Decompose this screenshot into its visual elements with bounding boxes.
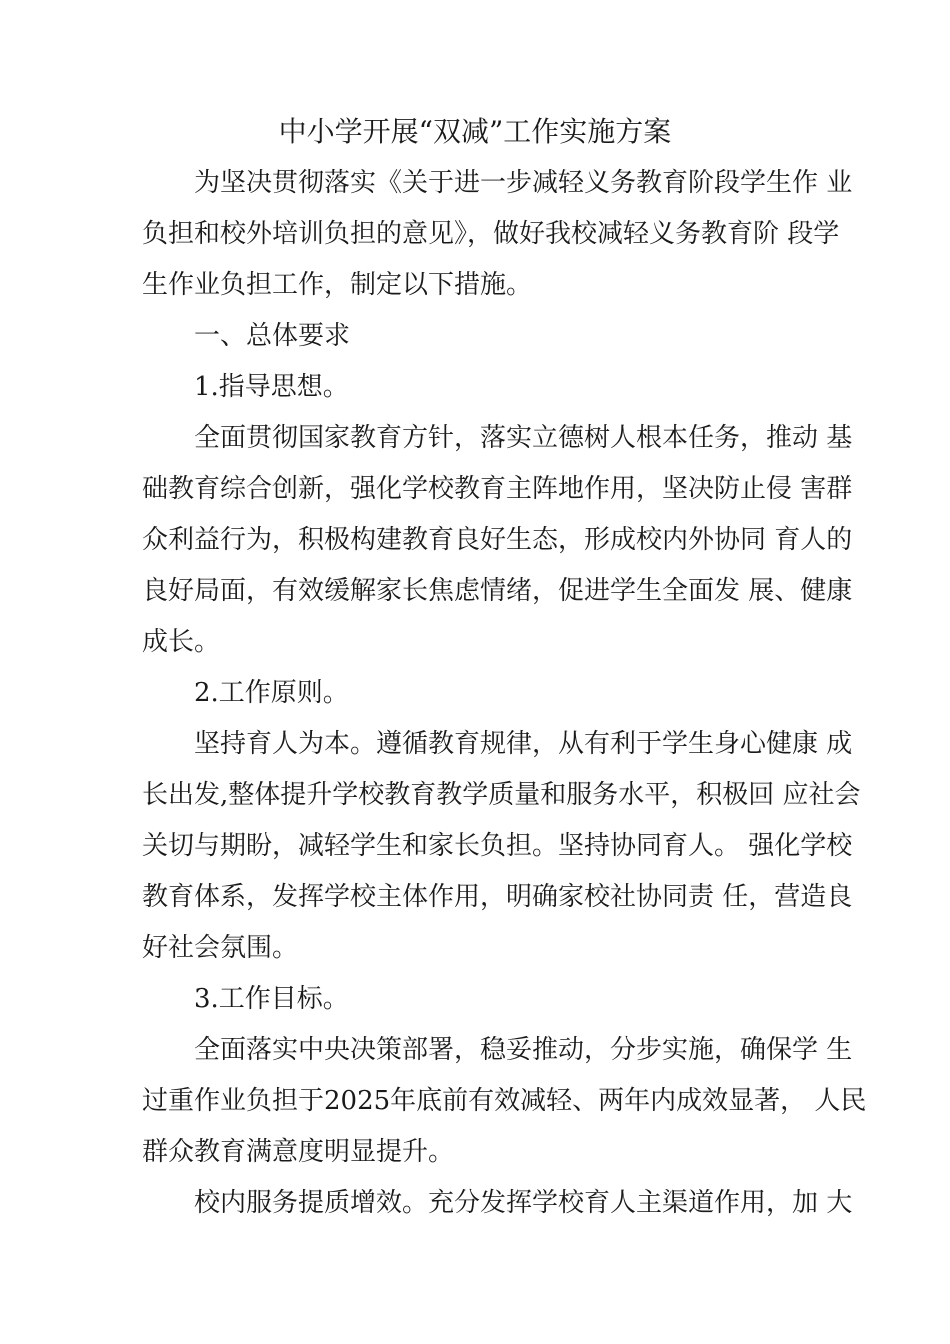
text-line: 础教育综合创新，强化学校教育主阵地作用，坚决防止侵 害群 [142,474,853,504]
text-line: 坚持育人为本。遵循教育规律，从有利于学生身心健康 成 [194,729,853,759]
text-line: 长出发,整体提升学校教育教学质量和服务水平，积极回 应社会 [142,780,861,810]
text-line: 众利益行为，积极构建教育良好生态，形成校内外协同 育人的 [142,525,853,555]
text-line: 全面落实中央决策部署，稳妥推动，分步实施，确保学 生 [194,1035,853,1065]
text-line: 为坚决贯彻落实《关于进一步减轻义务教育阶段学生作 业 [194,168,853,198]
document-title: 中小学开展“双减”工作实施方案 [278,115,672,148]
text-line: 关切与期盼，减轻学生和家长负担。坚持协同育人。 强化学校 [142,831,853,861]
text-line: 3.工作目标。 [194,984,349,1014]
text-line: 成长。 [142,627,221,657]
text-line: 负担和校外培训负担的意见》，做好我校减轻义务教育阶 段学 [142,219,840,249]
text-line: 群众教育满意度明显提升。 [142,1137,455,1167]
text-line: 好社会氛围。 [142,933,299,963]
text-line: 校内服务提质增效。充分发挥学校育人主渠道作用，加 大 [194,1188,853,1218]
text-line: 教育体系，发挥学校主体作用，明确家校社协同责 任，营造良 [142,882,853,912]
text-line: 1.指导思想。 [194,372,349,402]
text-line: 全面贯彻国家教育方针，落实立德树人根本任务，推动 基 [194,423,853,453]
text-line: 良好局面，有效缓解家长焦虑情绪，促进学生全面发 展、健康 [142,576,853,606]
document-body [142,158,867,1229]
text-line: 过重作业负担于2025年底前有效减轻、两年内成效显著， 人民 [142,1086,867,1116]
text-line: 一、总体要求 [194,321,351,351]
text-line: 生作业负担工作，制定以下措施。 [142,270,533,300]
text-line: 2.工作原则。 [194,678,349,708]
